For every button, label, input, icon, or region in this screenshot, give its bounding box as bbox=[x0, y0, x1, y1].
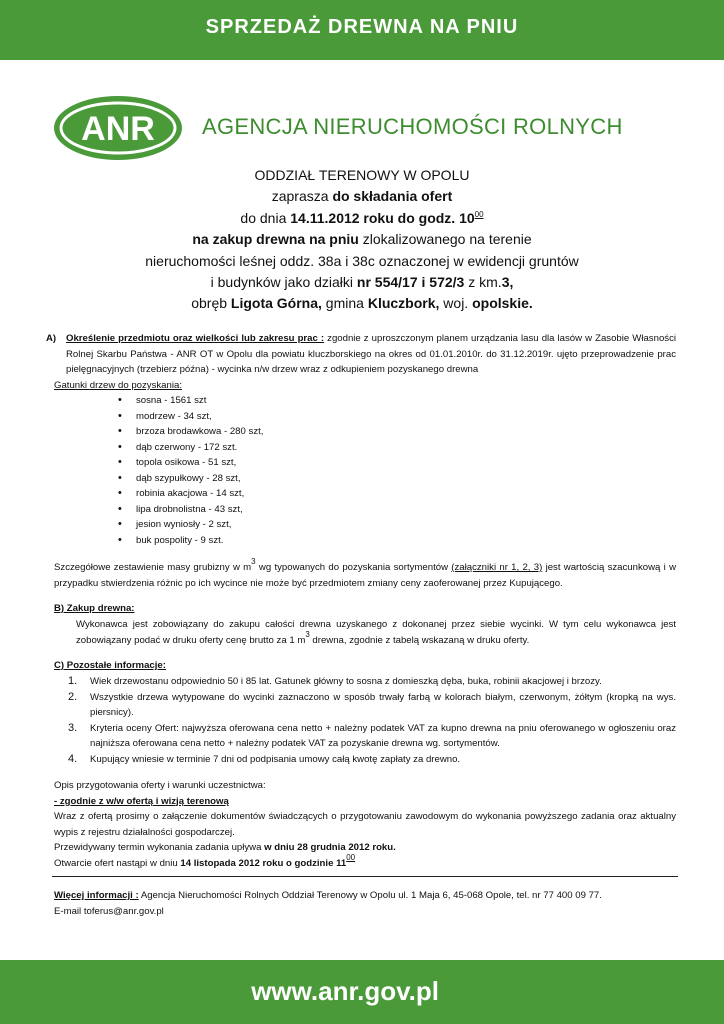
logo-text: ANR bbox=[81, 110, 155, 148]
list-item: 1. Wiek drzewostanu odpowiednio 50 i 85 lat. Gatunek główny to sosna z domieszką dęba, buka, robinii akacjowej i brzozy. bbox=[68, 675, 602, 687]
info-list bbox=[68, 674, 676, 767]
closing-line: Przewidywany termin wykonania zadania upływa w dniu 28 grudnia 2012 roku. bbox=[54, 842, 396, 853]
section-a-label: A) bbox=[46, 333, 57, 344]
list-item: 4. Kupujący wniesie w terminie 7 dni od podpisania umowy całą kwotę zapłaty za drewno. bbox=[68, 752, 461, 765]
list-item: 2. Wszystkie drzewa wytypowane do wycinki zaznaczono w sposób trwały farbą w kolorach białym, czerwonym, żółtym (kropką na wys. piersnicy). bbox=[68, 690, 676, 718]
section-b-text: Wykonawca jest zobowiązany do zakupu całości drewna uzyskanego z dokonanej przez siebie wycinki. W tym celu wykonawca jest zobowiązany podać w druku oferty cenę brutto za 1 $m^3$ drewna, zgodnie z tabelą wskazaną w druku oferty. bbox=[76, 619, 676, 646]
mass-summary: Szczegółowe zestawienie masy grubizny w $m^3$ wg typowanych do pozyskania sortymentów (załączniki nr 1, 2, 3) jest wartością szacunkową i w przypadku stwierdzenia różnic po ich wycince nie może być przedmiotem zmiany ceny zaoferowanej przez Kupującego. bbox=[54, 557, 676, 589]
intro-block bbox=[40, 165, 684, 315]
list-item: • jesion wyniosły - 2 szt, bbox=[118, 517, 263, 533]
intro-line: na zakup drewna na pniu zlokalizowanego na terenie bbox=[192, 231, 532, 248]
list-item: • robinia akacjowa - 14 szt, bbox=[118, 486, 263, 502]
contact-line: Więcej informacji : Agencja Nieruchomości Rolnych Oddział Terenowy w Opolu ul. 1 Maja 6, 45-068 Opole, tel. nr 77 400 09 77. bbox=[54, 890, 602, 901]
section-a-text: Określenie przedmiotu oraz wielkości lub zakresu prac : zgodnie z uproszczonym planem urządzania lasu dla lasów w Zasobie Własności Rolnej Skarbu Państwa - ANR OT w Opolu dla powiatu kluczborskiego na okres od 01.01.2010r. do 31.12.2019r. ujęto przeprowadzenie prac pielęgnacyjnych (trzebierz późna) - wycinka n/w drzew wraz z odkupieniem pozyskanego drewna bbox=[66, 333, 676, 375]
intro-line: obręb Ligota Górna, gmina Kluczbork, woj. opolskie. bbox=[191, 295, 533, 312]
anr-logo bbox=[52, 94, 184, 162]
list-item: • dąb czerwony - 172 szt. bbox=[118, 440, 263, 456]
list-item: • topola osikowa - 51 szt, bbox=[118, 455, 263, 471]
bottom-banner bbox=[0, 960, 724, 1024]
list-item: • brzoza brodawkowa - 280 szt, bbox=[118, 424, 263, 440]
closing-line: - zgodnie z w/w ofertą i wizją terenową bbox=[54, 795, 229, 807]
intro-line: zaprasza do składania ofert bbox=[271, 188, 453, 205]
deadline-line: do dnia 14.11.2012 roku do godz. $10^{00}$ bbox=[240, 209, 484, 226]
intro-line: nieruchomości leśnej oddz. 38a i 38c oznaczonej w ewidencji gruntów bbox=[145, 252, 579, 269]
agency-name: AGENCJA NIERUCHOMOŚCI ROLNYCH bbox=[202, 114, 623, 139]
closing-block bbox=[54, 778, 676, 871]
list-item: 3. Kryteria oceny Ofert: najwyższa oferowana cena netto + należny podatek VAT za kupno drewna na pniu oferowanego w ogłoszeniu oraz najniższa oferowana cena netto + należny podatek VAT za pozyskanie drewna wg. sortymentów. bbox=[68, 721, 676, 749]
section-c-heading: C) Pozostałe informacje: bbox=[54, 660, 166, 671]
closing-line: Otwarcie ofert nastąpi w dniu 14 listopada 2012 roku o godzinie $11^{00}$ bbox=[54, 852, 356, 869]
closing-line: Wraz z ofertą prosimy o załączenie dokumentów świadczących o przygotowaniu zawodowym do wykonania powyższego zadania oraz aktualny wypis z rejestru działalności gospodarczej. bbox=[54, 811, 676, 838]
contact-email: E-mail toferus@anr.gov.pl bbox=[54, 905, 164, 917]
website-url[interactable]: www.anr.gov.pl bbox=[251, 976, 439, 1006]
page-title: SPRZEDAŻ DREWNA NA PNIU bbox=[205, 16, 519, 38]
list-item: • modrzew - 34 szt, bbox=[118, 409, 263, 425]
divider bbox=[52, 876, 678, 877]
species-list bbox=[118, 393, 263, 548]
list-item: • dąb szypułkowy - 28 szt, bbox=[118, 471, 263, 487]
contact-block bbox=[54, 888, 676, 919]
list-item: • sosna - 1561 szt bbox=[118, 393, 263, 409]
section-b-heading: B) Zakup drewna: bbox=[54, 603, 135, 614]
top-banner bbox=[0, 0, 724, 60]
closing-line: Opis przygotowania oferty i warunki uczestnictwa: bbox=[54, 780, 266, 791]
intro-line: ODDZIAŁ TERENOWY W OPOLU bbox=[254, 167, 470, 183]
list-item: • buk pospolity - 9 szt. bbox=[118, 533, 263, 549]
list-item: • lipa drobnolistna - 43 szt, bbox=[118, 502, 263, 518]
intro-line: i budynków jako działki nr 554/17 i 572/3 z km.3, bbox=[210, 274, 514, 291]
species-heading: Gatunki drzew do pozyskania: bbox=[54, 380, 182, 391]
